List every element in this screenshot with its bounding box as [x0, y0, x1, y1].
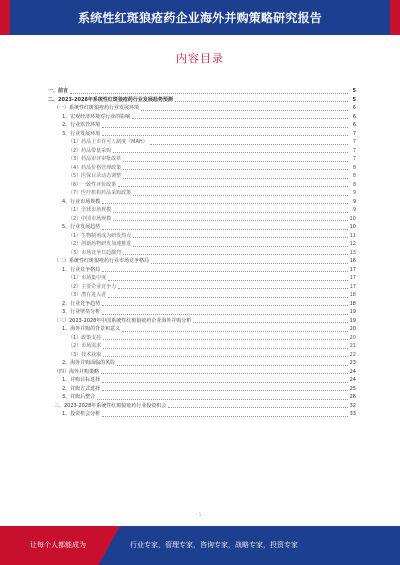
toc-entry-text: （三）2023-2028年中国系统性红斑狼疮药企业海外并购分析: [54, 317, 192, 324]
toc-leader-dots: [108, 296, 347, 298]
toc-entry[interactable]: [48, 232, 356, 241]
toc-entry[interactable]: [48, 308, 356, 317]
toc-entry-text: 5、行业发展趋势: [62, 224, 101, 230]
toc-entry-page: 7: [352, 130, 356, 137]
toc-leader-dots: [102, 202, 348, 204]
toc-entry-text: （2）主要企业竞争力: [68, 283, 117, 290]
toc-entry-text: （3）药品审评审批改革: [68, 156, 122, 162]
toc-entry-page: 5: [352, 96, 356, 103]
toc-leader-dots: [102, 134, 348, 136]
toc-entry-page: 8: [352, 164, 356, 171]
toc-entry[interactable]: [48, 317, 356, 326]
toc-leader-dots: [113, 219, 347, 221]
toc-entry-page: 10: [349, 215, 356, 222]
toc-entry[interactable]: [48, 402, 356, 411]
toc-entry[interactable]: [48, 189, 356, 198]
footer-tags: 行业专家，管理专家，咨询专家，战略专家，投资专家: [130, 541, 298, 549]
toc-entry-page: 8: [352, 173, 356, 179]
toc-entry-page: 9: [352, 207, 356, 213]
footer-slogan: 让每个人都能成为: [30, 541, 86, 549]
toc-entry-page: 18: [349, 300, 356, 307]
toc-entry-page: 17: [349, 283, 356, 290]
toc-entry[interactable]: [48, 113, 356, 122]
toc-entry-page: 32: [349, 402, 356, 409]
toc-entry-page: 19: [349, 317, 356, 324]
toc-entry-text: 二、2023-2028年系统性红斑狼疮药行业发展趋势预测: [48, 96, 173, 103]
toc-entry-page: 12: [349, 241, 356, 247]
toc-entry-text: （1）市场集中度: [68, 275, 107, 281]
toc-entry-text: （2）药品带量采购: [68, 147, 112, 154]
toc-entry-text: 1、海外并购的背景和意义: [62, 326, 121, 332]
toc-entry-text: （7）医疗机构药品采购政策: [68, 190, 132, 196]
toc-leader-dots: [113, 211, 348, 213]
toc-entry[interactable]: [48, 121, 356, 130]
toc-entry-text: （2）中国市场规模: [68, 215, 112, 222]
toc-entry-text: （6）一致性评价政策: [68, 181, 117, 188]
toc-entry-page: 26: [349, 394, 356, 400]
toc-entry-page: 7: [352, 156, 356, 162]
toc-entry[interactable]: [48, 164, 356, 173]
report-footer: [0, 526, 400, 565]
toc-entry[interactable]: [48, 206, 356, 215]
toc-entry-page: 22: [349, 351, 356, 358]
toc-entry[interactable]: [48, 181, 356, 190]
toc-entry-text: 3、行业发展环境: [62, 130, 101, 137]
toc-entry-text: （3）技术获取: [68, 351, 102, 358]
toc-entry[interactable]: [48, 223, 356, 232]
toc-entry[interactable]: [48, 198, 356, 207]
toc-entry-page: 11: [349, 232, 356, 239]
toc-heading: 内容目录: [176, 52, 224, 65]
toc-entry-text: （1）全球市场规模: [68, 207, 112, 213]
toc-entry-page: 17: [349, 266, 356, 273]
toc-leader-dots: [102, 381, 347, 383]
toc-entry[interactable]: [48, 240, 356, 249]
toc-entry[interactable]: [48, 96, 356, 105]
toc-entry[interactable]: [48, 334, 356, 343]
toc-entry-text: 1、投资机会分析: [62, 411, 101, 417]
toc-leader-dots: [102, 313, 347, 315]
toc-entry-text: 3、行业壁垒分析: [62, 309, 101, 315]
toc-leader-dots: [122, 330, 347, 332]
toc-entry-text: （4）药品价格管理政策: [68, 164, 122, 171]
toc-entry-page: 9: [352, 198, 356, 205]
toc-leader-dots: [133, 236, 347, 238]
toc-leader-dots: [193, 321, 347, 323]
toc-leader-dots: [151, 262, 348, 264]
toc-entry[interactable]: [48, 104, 356, 113]
header-accent-left: [0, 0, 10, 35]
toc-entry-page: 24: [349, 377, 356, 383]
toc-entry-text: 2、并购方式选择: [62, 385, 101, 392]
toc-entry[interactable]: [48, 291, 356, 300]
toc-leader-dots: [102, 126, 348, 128]
toc-leader-dots: [123, 168, 348, 170]
toc-entry-text: （2）市场需求: [68, 343, 102, 349]
toc-entry-text: （2）创新药物研发加速推进: [68, 241, 132, 247]
toc-entry-text: 4、行业市场规模: [62, 198, 101, 205]
toc-entry-page: 16: [349, 258, 356, 264]
toc-entry[interactable]: [48, 172, 356, 181]
toc-entry-text: 2、行业监管环境: [62, 122, 101, 128]
toc-entry-page: 21: [349, 343, 356, 349]
toc-entry-text: （3）潜在进入者: [68, 292, 107, 298]
toc-leader-dots: [70, 92, 348, 94]
toc-entry[interactable]: [48, 300, 356, 309]
toc-entry-text: 3、并购后整合: [62, 394, 96, 400]
header-accent-right: [390, 0, 400, 35]
toc-entry[interactable]: [48, 266, 356, 275]
toc-entry-page: 19: [349, 309, 356, 315]
toc-entry-page: 33: [349, 411, 356, 417]
toc-leader-dots: [101, 372, 348, 374]
toc-entry-text: （1）政策支持: [68, 334, 102, 341]
toc-entry-page: 8: [352, 181, 356, 188]
toc-entry-text: 一、前言: [48, 88, 69, 94]
toc-entry[interactable]: [48, 410, 356, 419]
toc-leader-dots: [103, 347, 347, 349]
toc-leader-dots: [103, 338, 347, 340]
toc-leader-dots: [141, 109, 348, 111]
toc-entry[interactable]: [48, 359, 356, 368]
toc-leader-dots: [102, 270, 347, 272]
toc-leader-dots: [97, 398, 347, 400]
toc-entry[interactable]: [48, 257, 356, 266]
toc-entry-page: 18: [349, 292, 356, 298]
toc-entry[interactable]: [48, 283, 356, 292]
toc-entry-page: 13: [349, 249, 356, 256]
toc-entry[interactable]: [48, 215, 356, 224]
toc-entry-page: 5: [352, 88, 356, 94]
toc-entry-text: 三、2023-2028年系统性红斑狼疮药行业投资机会: [54, 402, 167, 409]
toc-entry[interactable]: [48, 325, 356, 334]
toc-entry-text: 1、行业竞争格局: [62, 266, 101, 273]
toc-leader-dots: [168, 406, 347, 408]
toc-entry-text: 2、行业竞争趋势: [62, 300, 101, 307]
toc-leader-dots: [132, 117, 348, 119]
toc-leader-dots: [133, 194, 348, 196]
report-title: 系统性红斑狼疮药企业海外并购策略研究报告: [77, 11, 322, 25]
toc-leader-dots: [123, 253, 347, 255]
toc-entry-page: 7: [352, 139, 356, 145]
toc-leader-dots: [118, 185, 348, 187]
toc-entry-page: 17: [349, 275, 356, 281]
toc-entry[interactable]: [48, 385, 356, 394]
report-header: [0, 0, 400, 35]
toc-entry[interactable]: [48, 155, 356, 164]
toc-leader-dots: [102, 389, 347, 391]
toc-entry[interactable]: [48, 147, 356, 156]
page-number: - 1 -: [196, 512, 204, 517]
toc-leader-dots: [117, 364, 347, 366]
toc-entry[interactable]: [48, 368, 356, 377]
toc-leader-dots: [123, 160, 348, 162]
toc-entry-text: 1、并购目标选择: [62, 377, 101, 383]
toc-entry[interactable]: [48, 393, 356, 402]
toc-entry[interactable]: [48, 138, 356, 147]
toc-entry-text: （1）生物制剂成为研发热点: [68, 232, 132, 239]
toc-entry-page: 25: [349, 385, 356, 392]
toc-entry-text: （5）医保目录动态调整: [68, 173, 122, 179]
toc-entry-page: 6: [352, 105, 356, 111]
toc-entry[interactable]: [48, 87, 356, 96]
toc-entry-page: 10: [349, 224, 356, 230]
toc-entry-page: 7: [352, 147, 356, 154]
toc-leader-dots: [102, 415, 347, 417]
toc-entry-page: 20: [349, 326, 356, 332]
toc-leader-dots: [118, 287, 347, 289]
toc-leader-dots: [102, 304, 347, 306]
toc-leader-dots: [175, 100, 348, 102]
toc-leader-dots: [133, 245, 347, 247]
toc-entry-text: （1）药品上市许可人制度（MAH）: [68, 139, 148, 145]
toc-entry-text: 2、海外并购面临的风险: [62, 360, 116, 366]
toc-entry[interactable]: [48, 274, 356, 283]
toc-entry[interactable]: [48, 351, 356, 360]
toc-entry-page: 24: [349, 368, 356, 375]
toc-entry-text: 1、宏观经济环境对行业的影响: [62, 113, 131, 120]
toc-entry-page: 6: [352, 113, 356, 120]
toc-entry-page: 20: [349, 334, 356, 341]
toc-entry[interactable]: [48, 249, 356, 258]
toc-leader-dots: [103, 355, 347, 357]
toc-leader-dots: [150, 143, 348, 145]
toc-entry-page: 9: [352, 190, 356, 196]
toc-entry[interactable]: [48, 130, 356, 139]
toc-leader-dots: [102, 228, 347, 230]
toc-entry-text: （二）系统性红斑狼疮药行业市场竞争格局: [54, 258, 150, 264]
toc-entry-text: （四）海外并购策略: [54, 368, 100, 375]
toc-leader-dots: [108, 279, 347, 281]
toc-entry-text: （一）系统性红斑狼疮药行业发展环境: [54, 105, 140, 111]
toc-entry[interactable]: [48, 376, 356, 385]
table-of-contents: [48, 87, 356, 419]
toc-entry-text: （3）市场竞争日趋激烈: [68, 249, 122, 256]
toc-entry-page: 23: [349, 360, 356, 366]
toc-leader-dots: [123, 177, 348, 179]
toc-entry-page: 6: [352, 122, 356, 128]
toc-entry[interactable]: [48, 342, 356, 351]
toc-leader-dots: [113, 151, 348, 153]
